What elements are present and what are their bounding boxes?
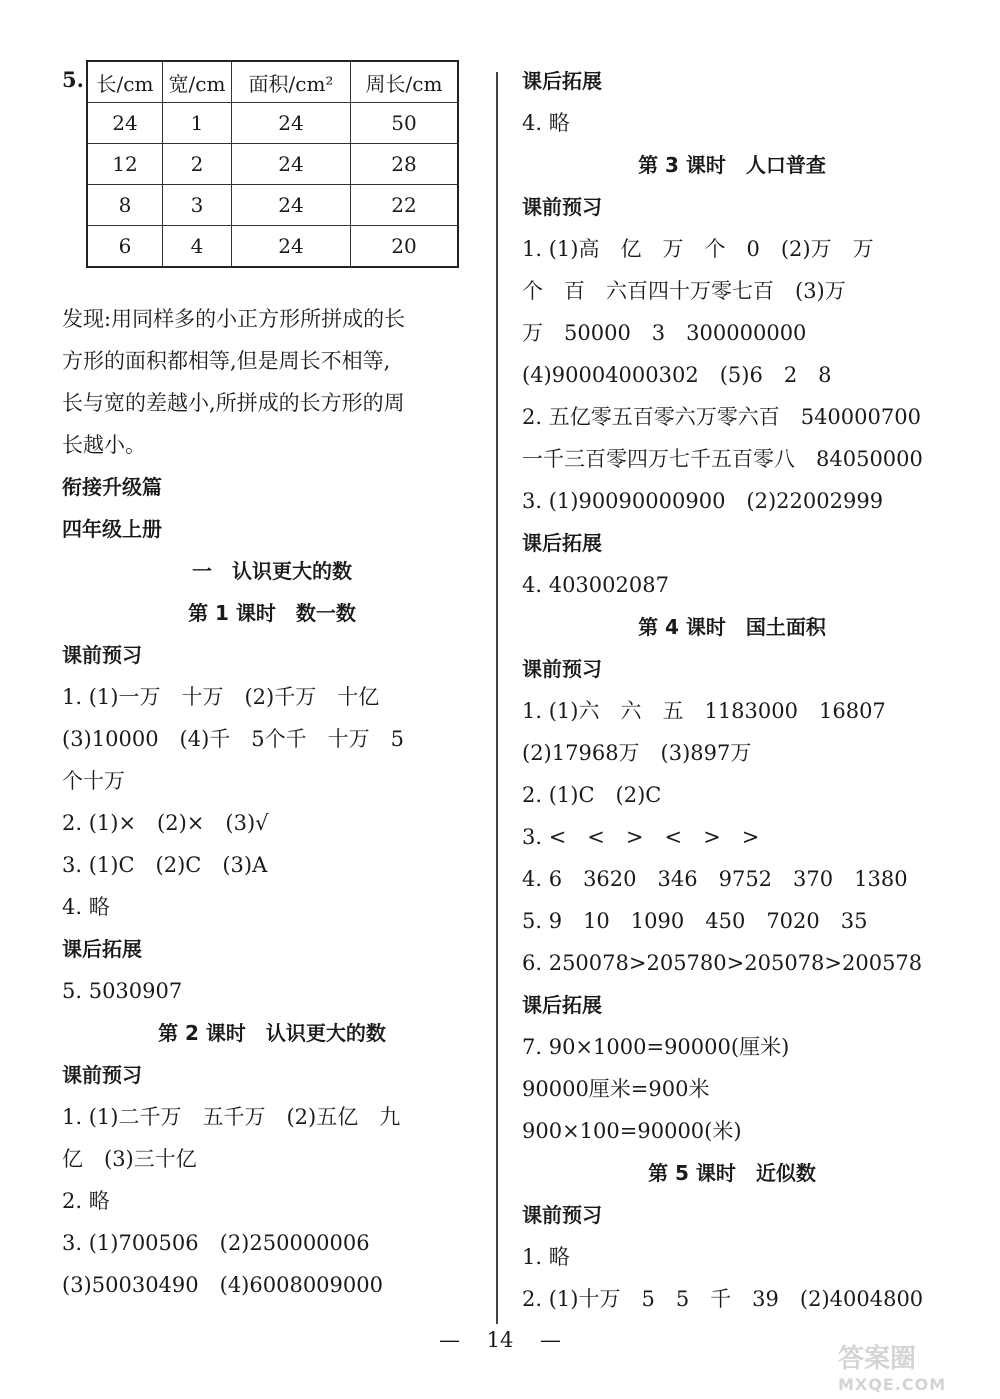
discovery-line: 长越小。 bbox=[62, 433, 146, 457]
lesson-1-preview-heading: 课前预习 bbox=[62, 643, 142, 667]
answer-line: 1. (1)六 六 五 1183000 16807 bbox=[522, 699, 886, 723]
grade-title: 四年级上册 bbox=[62, 517, 162, 541]
table-cell: 8 bbox=[87, 185, 163, 226]
answer-line: 个 百 六百四十万零七百 (3)万 bbox=[522, 279, 846, 303]
answer-line: 7. 90×1000=90000(厘米) bbox=[522, 1035, 790, 1059]
answer-line: 1. (1)一万 十万 (2)千万 十亿 bbox=[62, 685, 380, 709]
discovery-line: 长与宽的差越小,所拼成的长方形的周 bbox=[62, 391, 405, 415]
answer-line: 4. 403002087 bbox=[522, 573, 669, 597]
answer-line: 5. 5030907 bbox=[62, 979, 183, 1003]
discovery-line: 发现:用同样多的小正方形所拼成的长 bbox=[62, 307, 406, 331]
answer-line: (2)17968万 (3)897万 bbox=[522, 741, 752, 765]
right-column bbox=[522, 60, 942, 1320]
answer-line: 1. 略 bbox=[522, 1245, 570, 1269]
table-cell: 6 bbox=[87, 226, 163, 268]
page-number: 14 bbox=[486, 1328, 514, 1352]
answer-line: 1. (1)高 亿 万 个 0 (2)万 万 bbox=[522, 237, 874, 261]
table-header-row bbox=[87, 61, 458, 103]
answer-line: 2. (1)C (2)C bbox=[522, 783, 662, 807]
question-5 bbox=[62, 60, 482, 298]
table-cell: 24 bbox=[232, 226, 351, 268]
answer-line: 4. 略 bbox=[522, 111, 570, 135]
table-cell: 3 bbox=[163, 185, 232, 226]
left-column bbox=[62, 60, 482, 1306]
table-row bbox=[87, 226, 458, 268]
table-cell: 24 bbox=[87, 103, 163, 144]
answer-line: 个十万 bbox=[62, 769, 125, 793]
table-cell: 24 bbox=[232, 103, 351, 144]
table-cell: 1 bbox=[163, 103, 232, 144]
lesson-1-title: 第 1 课时 数一数 bbox=[188, 601, 356, 625]
lesson-3-extension-heading: 课后拓展 bbox=[522, 531, 602, 555]
discovery-line: 方形的面积都相等,但是周长不相等, bbox=[62, 349, 391, 373]
lesson-4-title: 第 4 课时 国土面积 bbox=[638, 615, 826, 639]
header-perimeter: 周长/cm bbox=[351, 61, 459, 103]
rectangle-table bbox=[86, 60, 459, 268]
answer-line: 3. < < > < > > bbox=[522, 825, 760, 849]
table-cell: 20 bbox=[351, 226, 459, 268]
lesson-2-preview-heading: 课前预习 bbox=[62, 1063, 142, 1087]
lesson-4-preview-heading: 课前预习 bbox=[522, 657, 602, 681]
lesson-2-title: 第 2 课时 认识更大的数 bbox=[158, 1021, 386, 1045]
unit-title: 一 认识更大的数 bbox=[192, 559, 352, 583]
answer-line: (3)50030490 (4)6008009000 bbox=[62, 1273, 383, 1297]
answer-line: 4. 略 bbox=[62, 895, 110, 919]
question-number: 5. bbox=[62, 67, 84, 92]
lesson-3-title: 第 3 课时 人口普查 bbox=[638, 153, 826, 177]
table-row bbox=[87, 103, 458, 144]
answer-line: 一千三百零四万七千五百零八 84050000 bbox=[522, 447, 923, 471]
lesson-3-preview-heading: 课前预习 bbox=[522, 195, 602, 219]
table-cell: 2 bbox=[163, 144, 232, 185]
watermark-logo: 答案圈 MXQE.COM bbox=[838, 1344, 947, 1394]
table-cell: 22 bbox=[351, 185, 459, 226]
lesson-5-title: 第 5 课时 近似数 bbox=[648, 1161, 816, 1185]
lesson-4-extension-heading: 课后拓展 bbox=[522, 993, 602, 1017]
header-area: 面积/cm² bbox=[232, 61, 351, 103]
answer-line: 2. (1)十万 5 5 千 39 (2)4004800 bbox=[522, 1287, 924, 1311]
answer-line: (3)10000 (4)千 5个千 十万 5 bbox=[62, 727, 405, 751]
answer-line: 900×100=90000(米) bbox=[522, 1119, 742, 1143]
table-row bbox=[87, 185, 458, 226]
lesson-5-preview-heading: 课前预习 bbox=[522, 1203, 602, 1227]
header-width: 宽/cm bbox=[163, 61, 232, 103]
answer-line: 2. (1)× (2)× (3)√ bbox=[62, 811, 269, 835]
table-cell: 28 bbox=[351, 144, 459, 185]
answer-line: 亿 (3)三十亿 bbox=[62, 1147, 197, 1171]
header-length: 长/cm bbox=[87, 61, 163, 103]
answer-line: 90000厘米=900米 bbox=[522, 1077, 710, 1101]
answer-line: 2. 略 bbox=[62, 1189, 110, 1213]
lesson-1-extension-heading: 课后拓展 bbox=[62, 937, 142, 961]
answer-line: 1. (1)二千万 五千万 (2)五亿 九 bbox=[62, 1105, 401, 1129]
section-title: 衔接升级篇 bbox=[62, 475, 162, 499]
answer-line: 5. 9 10 1090 450 7020 35 bbox=[522, 909, 868, 933]
table-cell: 24 bbox=[232, 185, 351, 226]
answer-line: 6. 250078>205780>205078>200578 bbox=[522, 951, 923, 975]
answer-line: (4)90004000302 (5)6 2 8 bbox=[522, 363, 832, 387]
answer-line: 3. (1)700506 (2)250000006 bbox=[62, 1231, 370, 1255]
table-cell: 12 bbox=[87, 144, 163, 185]
table-cell: 24 bbox=[232, 144, 351, 185]
answer-line: 2. 五亿零五百零六万零六百 540000700 bbox=[522, 405, 921, 429]
extension-heading: 课后拓展 bbox=[522, 69, 602, 93]
table-cell: 50 bbox=[351, 103, 459, 144]
answer-line: 3. (1)C (2)C (3)A bbox=[62, 853, 268, 877]
answer-line: 4. 6 3620 346 9752 370 1380 bbox=[522, 867, 908, 891]
footer-dash: — bbox=[540, 1328, 562, 1352]
answer-line: 万 50000 3 300000000 bbox=[522, 321, 807, 345]
footer-dash: — bbox=[438, 1328, 460, 1352]
answer-line: 3. (1)90090000900 (2)22002999 bbox=[522, 489, 884, 513]
table-row bbox=[87, 144, 458, 185]
column-divider bbox=[496, 72, 498, 1324]
table-cell: 4 bbox=[163, 226, 232, 268]
